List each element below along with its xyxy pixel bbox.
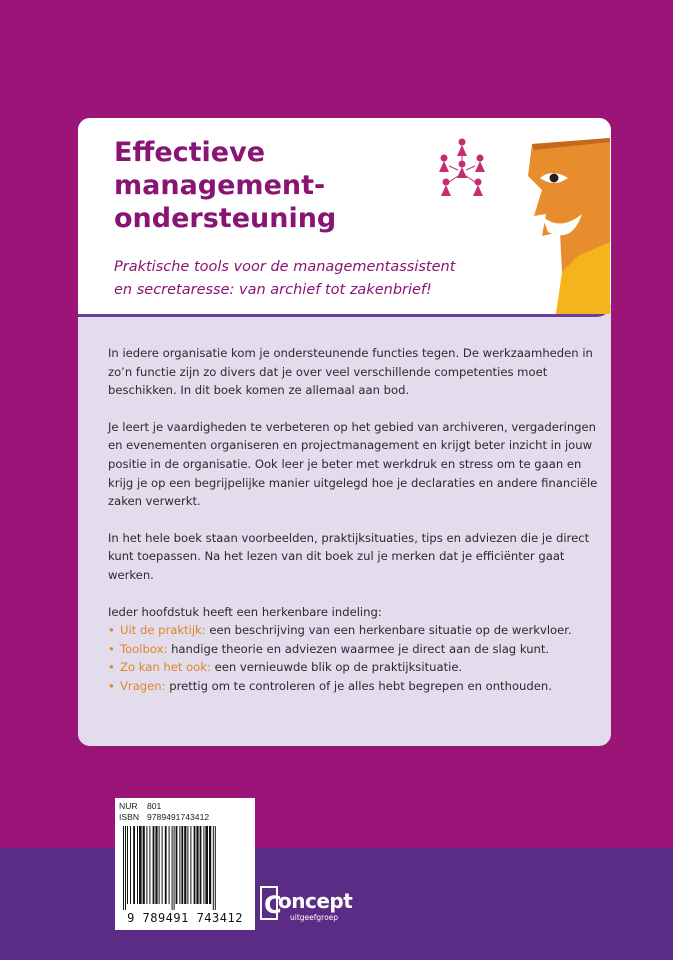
logo-subtitle: uitgeefgroep <box>290 913 339 922</box>
barcode-bar <box>127 826 128 904</box>
book-title <box>114 136 444 235</box>
title-panel <box>78 118 611 317</box>
list-item <box>108 640 603 659</box>
list-desc: een vernieuwde blik op de praktijksituatie. <box>210 660 463 675</box>
list-term: Zo kan het ook: <box>120 660 211 675</box>
publisher-logo <box>260 884 380 934</box>
barcode-panel <box>115 798 255 930</box>
list-item <box>108 621 603 640</box>
barcode-bar <box>203 826 204 904</box>
barcode-bar <box>200 826 202 904</box>
barcode-bar <box>162 826 163 904</box>
barcode-bar <box>165 826 167 904</box>
back-cover-card <box>78 118 611 746</box>
barcode-bar <box>146 826 147 904</box>
barcode-bar <box>174 826 175 910</box>
barcode-bar <box>187 826 188 904</box>
subtitle-line-2: en secretaresse: van archief tot zakenbrief! <box>114 282 432 298</box>
paragraph-3: In het hele boek staan voorbeelden, praktijksituaties, tips en adviezen die je direct kunt toepassen. Na het lezen van dit boek zul je merken dat je efficiënter gaat werken. <box>108 530 590 582</box>
barcode-bar <box>153 826 155 904</box>
face-illustration <box>498 132 610 314</box>
description-text <box>108 344 603 696</box>
nur-line <box>119 801 161 812</box>
list-desc: prettig om te controleren of je alles hebt begrepen en onthouden. <box>165 678 552 693</box>
title-line-2: management- <box>114 170 326 201</box>
barcode-bar <box>179 826 180 904</box>
isbn-line <box>119 812 209 823</box>
barcode-bar <box>190 826 191 904</box>
barcode-bar <box>130 826 131 904</box>
book-subtitle <box>114 256 544 302</box>
nur-label: NUR <box>119 801 138 811</box>
barcode-bar <box>209 826 211 904</box>
list-desc: een beschrijving van een herkenbare situatie op de werkvloer. <box>205 623 572 638</box>
logo-letter: C <box>264 891 282 919</box>
list-term: Vragen: <box>120 678 166 693</box>
barcode-number: 9 789491 743412 <box>127 911 243 925</box>
barcode-bar <box>159 826 160 904</box>
list-item <box>108 658 603 677</box>
barcode-bar <box>176 826 178 904</box>
barcode-bar <box>196 826 198 904</box>
logo-box <box>260 886 282 920</box>
paragraph-2: Je leert je vaardigheden te verbeteren op het gebied van archiveren, vergaderingen en evenementen organiseren en projectmanagement en krijgt beter inzicht in jouw positie in de organisatie. Ook leer je beter met werkdruk en stress om te gaan en krijg je op een begrijpelijke manier uitgelegd hoe je declaraties en andere financiële zaken verwerkt. <box>108 419 598 509</box>
list-term: Uit de praktijk: <box>120 623 206 638</box>
barcode-bar <box>169 826 170 904</box>
list-intro: Ieder hoofdstuk heeft een herkenbare indeling: <box>108 604 382 619</box>
barcode-bar <box>205 826 208 904</box>
paragraph-1: In iedere organisatie kom je ondersteunende functies tegen. De werkzaamheden in zo’n functie zijn zo divers dat je over veel verschillende competenties moet beschikken. In dit boek komen ze allemaal aan bod. <box>108 346 593 398</box>
list-desc: handige theorie en adviezen waarmee je direct aan de slag kunt. <box>167 641 550 656</box>
barcode-bar <box>215 826 216 910</box>
barcode-bar <box>137 826 138 904</box>
chapter-structure-list <box>108 621 603 695</box>
barcode-bar <box>143 826 145 904</box>
logo-word: oncept <box>278 889 353 913</box>
barcode-bar <box>172 826 173 910</box>
barcode-bar <box>139 826 142 904</box>
barcode-bars <box>121 826 249 910</box>
barcode-bar <box>125 826 126 910</box>
nur-value: 801 <box>147 801 162 811</box>
barcode-bar <box>181 826 183 904</box>
isbn-label: ISBN <box>119 812 140 822</box>
title-line-1: Effectieve <box>114 137 266 168</box>
barcode-bar <box>133 826 135 904</box>
title-line-3: ondersteuning <box>114 203 337 234</box>
subtitle-line-1: Praktische tools voor de managementassistent <box>114 259 456 275</box>
barcode-bar <box>149 826 150 904</box>
barcode-bar <box>184 826 186 904</box>
people-network-icon <box>436 134 488 198</box>
barcode-bar <box>155 826 157 904</box>
barcode-bar <box>194 826 196 904</box>
list-item <box>108 677 603 696</box>
list-term: Toolbox: <box>120 641 168 656</box>
isbn-value: 9789491743412 <box>147 812 210 822</box>
barcode-bar <box>213 826 214 910</box>
barcode-bar <box>123 826 124 910</box>
